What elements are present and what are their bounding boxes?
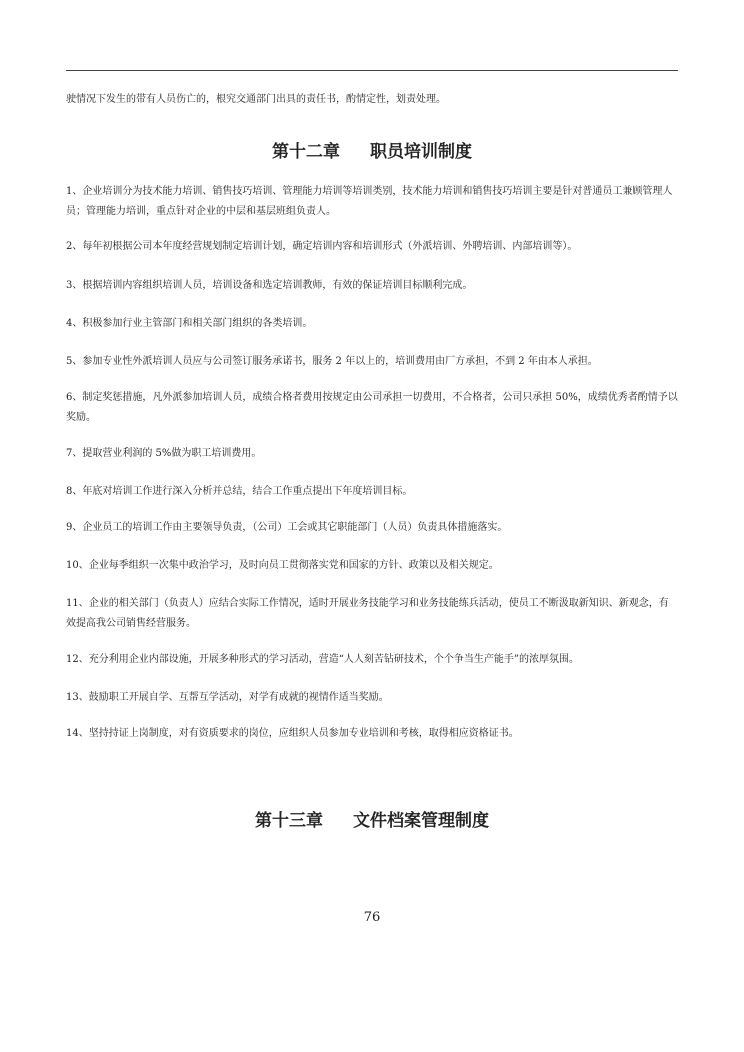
list-item-1: 1、企业培训分为技术能力培训、销售技巧培训、管理能力培训等培训类别，技术能力培训和销售技巧培训主要是针对普通员工兼顾管理人员；管理能力培训，重点针对企业的中层和基层班组负责人。 bbox=[66, 186, 673, 217]
header-rule bbox=[66, 70, 678, 71]
chapter-13-number: 第十三章 bbox=[255, 811, 323, 831]
list-item-9: 9、企业员工的培训工作由主要领导负责，（公司）工会或其它职能部门（人员）负责具体措施落实。 bbox=[66, 522, 508, 533]
list-item-12: 12、充分利用企业内部设施，开展多种形式的学习活动，营造“人人刻苦钻研技术，个个争当生产能手”的浓厚氛围。 bbox=[66, 654, 579, 665]
continuation-text: 驶情况下发生的带有人员伤亡的，根究交通部门出具的责任书，酌情定性，划责处理。 bbox=[66, 94, 446, 105]
list-item-8: 8、年底对培训工作进行深入分析并总结，结合工作重点提出下年度培训目标。 bbox=[66, 486, 413, 497]
page-number: 76 bbox=[363, 910, 381, 925]
list-item-2: 2、每年初根据公司本年度经营规划制定培训计划，确定培训内容和培训形式（外派培训、外聘培训、内部培训等）。 bbox=[66, 241, 578, 252]
list-item-5: 5、参加专业性外派培训人员应与公司签订服务承诺书，服务 2 年以上的，培训费用由厂方承担，不到 2 年由本人承担。 bbox=[66, 356, 598, 367]
list-item-13: 13、鼓励职工开展自学、互帮互学活动，对学有成就的视情作适当奖励。 bbox=[66, 692, 389, 703]
chapter-12-heading bbox=[0, 137, 744, 162]
chapter-12-title: 职员培训制度 bbox=[370, 142, 472, 162]
list-item-3: 3、根据培训内容组织培训人员，培训设备和选定培训教师，有效的保证培训目标顺利完成。 bbox=[66, 280, 473, 291]
list-item-4: 4、积极参加行业主管部门和相关部门组织的各类培训。 bbox=[66, 318, 313, 329]
chapter-12-number: 第十二章 bbox=[272, 142, 340, 162]
list-item-14: 14、坚持持证上岗制度，对有资质要求的岗位，应组织人员参加专业培训和考核，取得相应资格证书。 bbox=[66, 728, 519, 739]
list-item-10: 10、企业每季组织一次集中政治学习，及时向员工贯彻落实党和国家的方针、政策以及相关规定。 bbox=[66, 560, 499, 571]
chapter-13-heading bbox=[0, 806, 744, 831]
list-item-7: 7、提取营业利润的 5%做为职工培训费用。 bbox=[66, 448, 262, 459]
list-item-11: 11、企业的相关部门（负责人）应结合实际工作情况，适时开展业务技能学习和业务技能练兵活动，使员工不断汲取新知识、新观念，有效提高我公司销售经营服务。 bbox=[66, 598, 669, 629]
list-item-6: 6、制定奖惩措施，凡外派参加培训人员，成绩合格者费用按规定由公司承担一切费用，不合格者，公司只承担 50%，成绩优秀者酌情予以奖励。 bbox=[66, 392, 678, 423]
chapter-13-title: 文件档案管理制度 bbox=[353, 811, 489, 831]
